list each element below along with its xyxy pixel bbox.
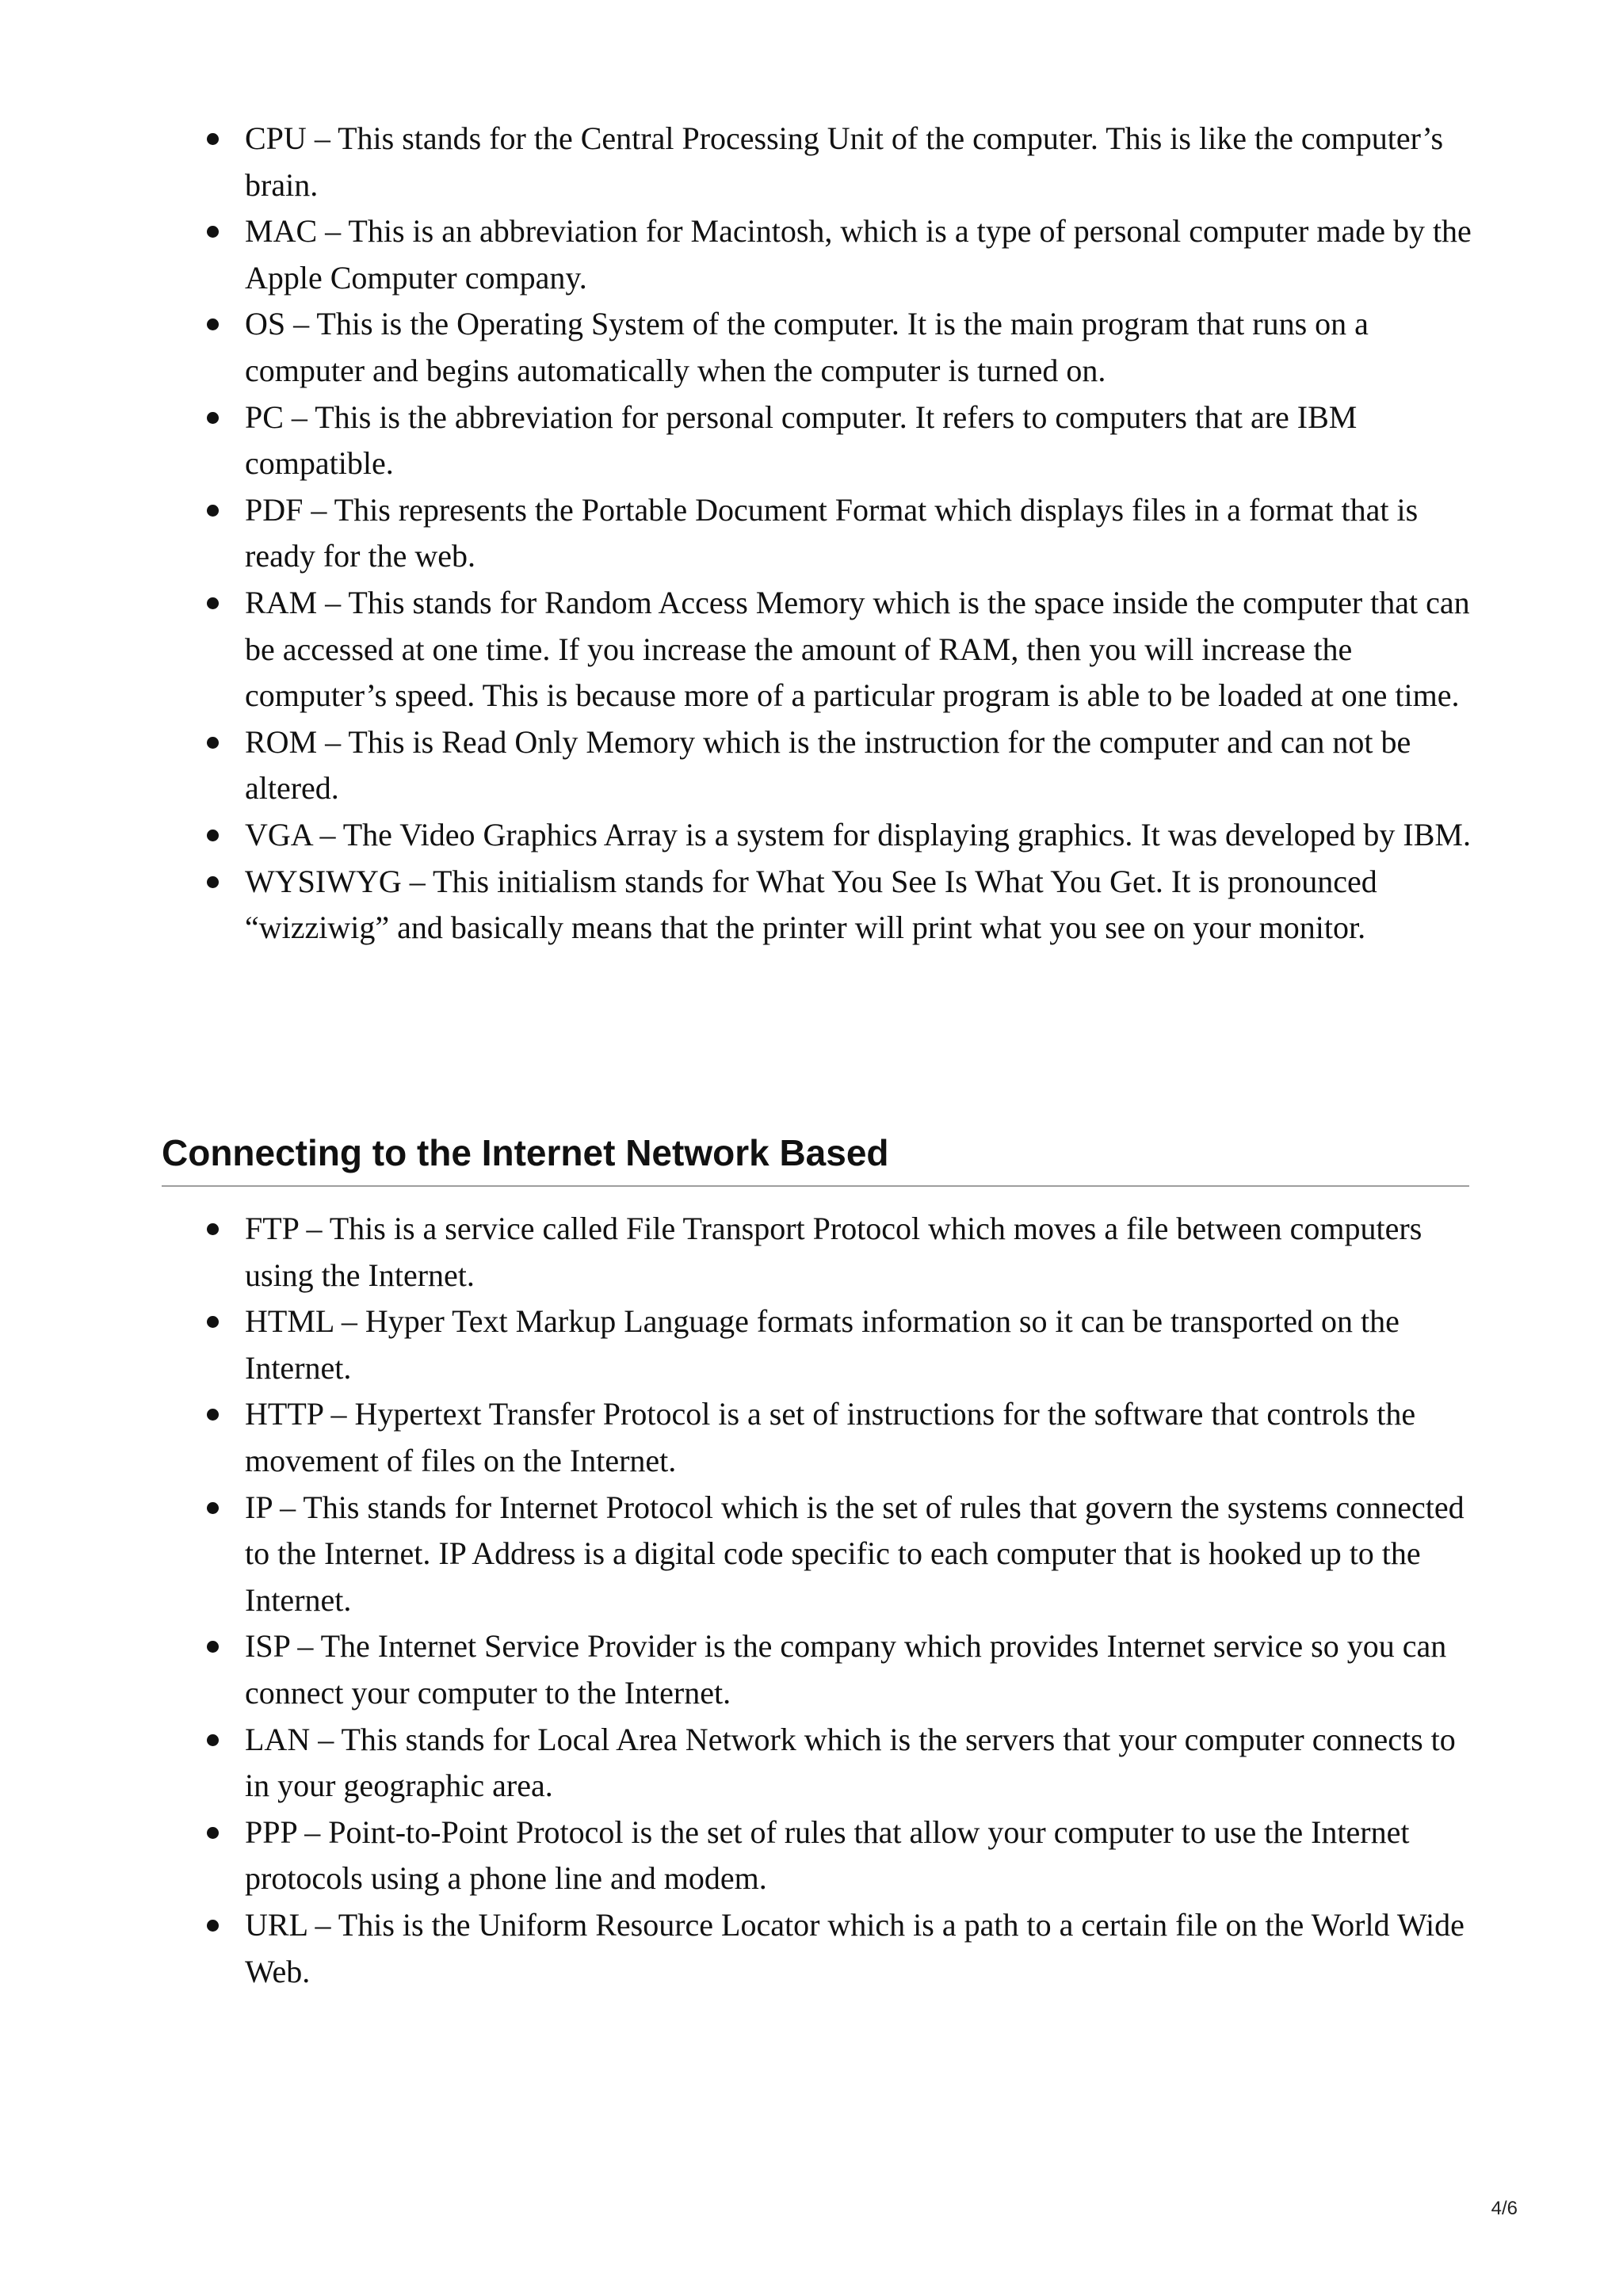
list-item	[202, 719, 1486, 812]
bullet-icon	[207, 226, 219, 238]
list-item-text: URL – This is the Uniform Resource Locator which is a path to a certain file on the World Wide Web.	[245, 1906, 1465, 1989]
section-heading: Connecting to the Internet Network Based	[162, 1125, 1469, 1187]
list-item	[202, 1717, 1486, 1810]
list-item	[202, 1902, 1486, 1995]
list-item	[202, 1391, 1486, 1484]
page-number: 4/6	[1491, 2198, 1518, 2219]
bullet-icon	[207, 737, 219, 749]
bullet-icon	[207, 1409, 219, 1421]
list-item-text: CPU – This stands for the Central Processing Unit of the computer. This is like the computer’s brain.	[245, 120, 1444, 203]
list-item-text: ROM – This is Read Only Memory which is the instruction for the computer and can not be altered.	[245, 723, 1411, 807]
list-item	[202, 1299, 1486, 1391]
bullet-icon	[207, 1502, 219, 1514]
bullet-icon	[207, 597, 219, 609]
list-item	[202, 487, 1486, 580]
glossary-list-internet	[202, 1206, 1486, 1995]
list-item-text: IP – This stands for Internet Protocol which is the set of rules that govern the systems connected to the Internet. IP Address is a digital code specific to each computer that is hooked up to the Internet.	[245, 1489, 1465, 1618]
list-item	[202, 1810, 1486, 1902]
bullet-icon	[207, 1641, 219, 1653]
bullet-icon	[207, 1734, 219, 1746]
bullet-icon	[207, 1920, 219, 1932]
list-item-text: PPP – Point-to-Point Protocol is the set of rules that allow your computer to use the Internet protocols using a phone line and modem.	[245, 1814, 1410, 1897]
list-item-text: FTP – This is a service called File Transport Protocol which moves a file between computers using the Internet.	[245, 1211, 1423, 1293]
list-item-text: HTTP – Hypertext Transfer Protocol is a set of instructions for the software that controls the movement of files on the Internet.	[245, 1396, 1416, 1478]
list-item	[202, 208, 1486, 301]
glossary-list-general	[202, 116, 1486, 952]
list-item	[202, 1623, 1486, 1716]
list-item	[202, 580, 1486, 719]
list-item-text: PDF – This represents the Portable Document Format which displays files in a format that is ready for the web.	[245, 491, 1419, 574]
bullet-icon	[207, 505, 219, 517]
bullet-icon	[207, 133, 219, 145]
list-item-text: PC – This is the abbreviation for personal computer. It refers to computers that are IBM compatible.	[245, 399, 1358, 482]
list-item	[202, 812, 1486, 859]
list-item-text: VGA – The Video Graphics Array is a system for displaying graphics. It was developed by IBM.	[245, 816, 1471, 852]
list-item-text: WYSIWYG – This initialism stands for What You See Is What You Get. It is pronounced “wizziwig” and basically means that the printer will print what you see on your monitor.	[245, 863, 1377, 946]
list-item-text: LAN – This stands for Local Area Network which is the servers that your computer connects to in your geographic area.	[245, 1721, 1456, 1804]
list-item-text: ISP – The Internet Service Provider is the company which provides Internet service so you can connect your computer to the Internet.	[245, 1628, 1447, 1711]
bullet-icon	[207, 318, 219, 330]
list-item-text: OS – This is the Operating System of the computer. It is the main program that runs on a computer and begins automatically when the computer is turned on.	[245, 306, 1369, 388]
list-item	[202, 301, 1486, 394]
list-item	[202, 395, 1486, 487]
bullet-icon	[207, 1827, 219, 1839]
list-item-text: MAC – This is an abbreviation for Macintosh, which is a type of personal computer made by the Apple Computer company.	[245, 213, 1472, 296]
list-item	[202, 859, 1486, 952]
list-item-text: HTML – Hyper Text Markup Language formats information so it can be transported on the Internet.	[245, 1303, 1400, 1386]
bullet-icon	[207, 1316, 219, 1328]
bullet-icon	[207, 1223, 219, 1235]
bullet-icon	[207, 412, 219, 424]
list-item	[202, 116, 1486, 208]
list-item-text: RAM – This stands for Random Access Memory which is the space inside the computer that can be accessed at one time. If you increase the amount of RAM, then you will increase the computer’s speed. This is because more of a particular program is able to be loaded at one time.	[245, 584, 1470, 714]
list-item	[202, 1485, 1486, 1624]
bullet-icon	[207, 876, 219, 888]
list-item	[202, 1206, 1486, 1299]
bullet-icon	[207, 830, 219, 841]
